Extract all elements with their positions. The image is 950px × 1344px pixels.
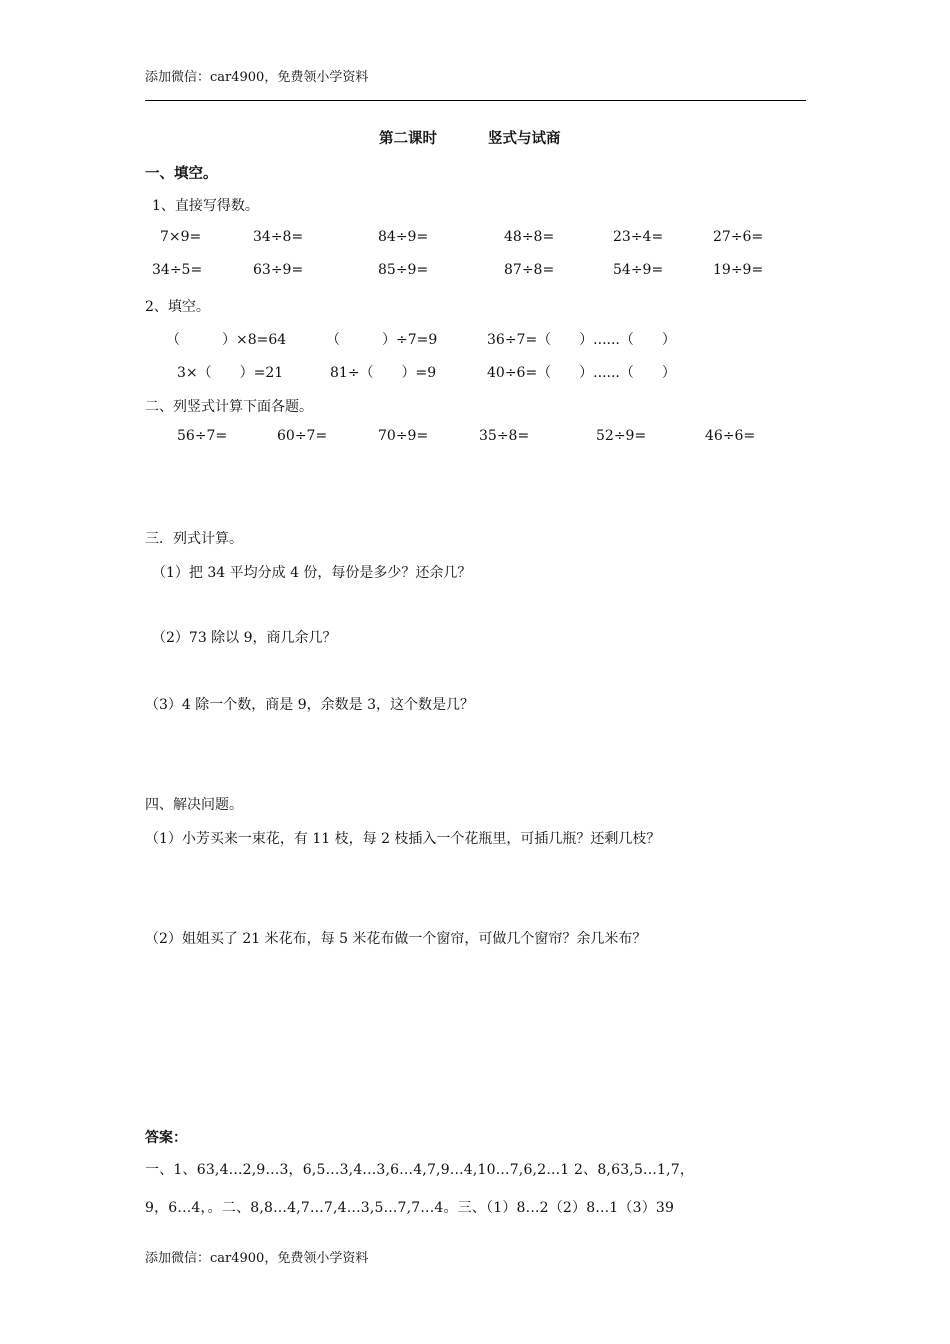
problem-item: 52÷9= [596,428,647,444]
question-item: （3）4 除一个数，商是 9，余数是 3，这个数是几？ [145,697,474,713]
problem-item: 85÷9= [378,262,429,278]
section1-heading: 一、填空。 [145,165,218,182]
question-item: （2）姐姐买了 21 米花布，每 5 米花布做一个窗帘，可做几个窗帘？余几米布？ [145,931,647,947]
problem-item: 87÷8= [504,262,555,278]
problem-item: 46÷6= [705,428,756,444]
fill-blank-item: （ ）×8=64 [166,332,287,348]
question-item: （2）73 除以 9，商几余几？ [152,630,337,646]
fill-blank-item: （ ）÷7=9 [326,332,438,348]
answers-heading: 答案： [145,1130,187,1146]
problem-item: 34÷5= [152,262,203,278]
section1-sub1-label: 1、直接写得数。 [152,198,259,214]
section4-heading: 四、解决问题。 [145,797,243,813]
page-footer: 添加微信：car4900，免费领小学资料 [145,1251,369,1266]
problem-item: 60÷7= [277,428,328,444]
section3-heading: 三．列式计算。 [145,531,243,547]
question-item: （1）小芳买来一束花，有 11 枝，每 2 枝插入一个花瓶里，可插几瓶？还剩几枝？ [145,831,661,847]
problem-item: 7×9= [160,229,202,245]
question-item: （1）把 34 平均分成 4 份，每份是多少？还余几？ [152,565,472,581]
fill-blank-item: 81÷（ ）=9 [330,365,437,381]
problem-item: 70÷9= [378,428,429,444]
lesson-label: 第二课时 [379,130,437,147]
page-header: 添加微信：car4900，免费领小学资料 [145,70,369,85]
problem-item: 19÷9= [713,262,764,278]
problem-item: 56÷7= [177,428,228,444]
answers-line-1: 一、1、63,4...2,9...3，6,5...3,4...3,6...4,7,9...4,10...7,6,2...1 2、8,63,5...1,7， [145,1162,695,1178]
problem-item: 27÷6= [713,229,764,245]
problem-item: 84÷9= [378,229,429,245]
section2-heading: 二、列竖式计算下面各题。 [145,399,313,415]
problem-item: 54÷9= [613,262,664,278]
section1-sub2-label: 2、填空。 [145,299,210,315]
fill-blank-item: 3×（ ）=21 [177,365,284,381]
problem-item: 34÷8= [253,229,304,245]
fill-blank-item: 36÷7=（ ）......（ ） [487,332,676,348]
problem-item: 23÷4= [613,229,664,245]
problem-item: 35÷8= [479,428,530,444]
fill-blank-item: 40÷6=（ ）......（ ） [487,365,676,381]
page-title: 竖式与试商 [488,130,561,147]
problem-item: 48÷8= [504,229,555,245]
header-divider [145,100,806,101]
problem-item: 63÷9= [253,262,304,278]
answers-line-2: 9，6...4，。二、8,8...4,7...7,4...3,5...7,7...4。三、（1）8...2（2）8...1（3）39 [145,1200,675,1216]
